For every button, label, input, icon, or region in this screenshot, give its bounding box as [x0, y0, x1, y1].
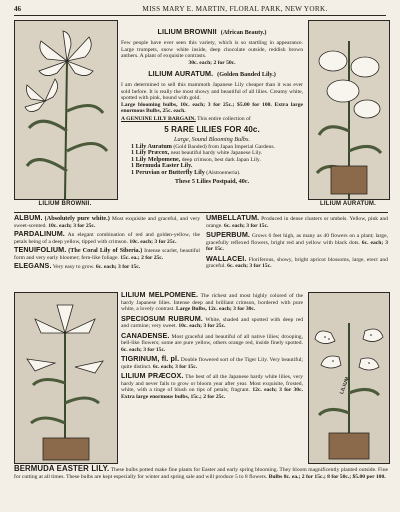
list-item: TENUIFOLIUM. (The Coral Lily of Siberia.) Intense scarlet, beautiful form and very early bloomer; fern-like foliage. 15c. ea.; 2 for 25c. [14, 245, 200, 261]
melpomene-illustration [308, 292, 390, 464]
left-lily-list [14, 215, 200, 271]
bermuda-text: These bulbs potted make fine plants for Easter and early spring blooming. They bloom magnificently planted outside. Fine for cutting at all times. These bulbs are kept especially for winter and spring sale and will produce 5 to 8 flowers. [14, 467, 388, 480]
brownii-entry [121, 21, 303, 66]
right-lily-list [206, 215, 388, 270]
auratum-text: I am determined to sell this mammoth Japanese Lily cheaper than it was ever sold before. It is really the most showy and beautiful of all lilies. Creamy white, spotted with pink, bound with gold. [121, 82, 303, 101]
auratum-name: LILIUM AURATUM. [148, 69, 214, 78]
bargain-item: 1 Lily Auratum (Gold Banded) from Japan Imperial Gardens. [131, 142, 275, 150]
list-item: ELEGANS. Very easy to grow. 6c. each; 3 for 15c. [14, 261, 141, 270]
bargain-item: 1 Lily Præcox, neat beautiful hardy white Japanese Lily. [131, 149, 263, 156]
auratum-illustration [308, 20, 390, 200]
bermuda-price: Bulbs 8c. ea.; 2 for 15c.; 8 for 50c.; $5.00 per 100. [268, 473, 386, 480]
page-number: 46 [14, 5, 21, 13]
bargain-subtitle: Large, Sound Blooming Bulbs. [174, 135, 250, 143]
list-item: TIGRINUM, fl. pl. Double flowered sort of the Tiger Lily. Very beautiful; quite distinct. 6c. each; 3 for 15c. [121, 354, 303, 370]
list-item: CANADENSE. Most graceful and beautiful of all native lilies; drooping, bell-like flowers; some are pure yellow, others orange red, inside finely spotted. 6c. each; 3 for 15c. [121, 330, 303, 353]
brownii-text: Few people have ever seen this variety, which is so startling in appearance. Large trumpets, snow white inside, deep chocolate outside, reddish brown anthers. A plant of exquisite contrasts. [121, 40, 303, 59]
easter-lily-illustration [14, 292, 118, 464]
page-header [14, 5, 386, 15]
bermuda-name: BERMUDA EASTER LILY. [14, 464, 110, 473]
page-title: MISS MARY E. MARTIN, FLORAL PARK, NEW YORK. [142, 5, 328, 13]
list-item: UMBELLATUM. Produced in dense clusters or umbels. Yellow, pink and orange. 6c. each; 3 for 15c. [206, 213, 388, 229]
list-item: SPECIOSUM RUBRUM. White, shaded and spotted with deep red and carmine; very sweet. 10c. each; 3 for 25c. [121, 313, 303, 329]
auratum-entry [121, 63, 303, 115]
list-item: LILIUM MELPOMENE. The richest and most highly colored of the hardy Japanese lilies. Intense deep and brilliant crimson, bordered with pure white, a lovely contrast. Large Bulbs, 12c. each; 3 for 30c. [121, 290, 303, 312]
bermuda-entry [14, 466, 388, 480]
bargain-footer: These 5 Lilies Postpaid, 40c. [174, 178, 250, 185]
list-item: LILIUM PRÆCOX. The best of all the Japanese hardy white lilies, very hardy and never fails to grow or bloom year after year. Most exquisite, frosted, white, with a tinge of blush on tips of petals; fragrant. 12c. each; 3 for 30c. Extra large enormous bulbs, 15c.; 2 for 25c. [121, 371, 303, 400]
auratum-caption: LILIUM AURATUM. [320, 201, 376, 207]
bargain-box [121, 116, 303, 185]
bargain-item: 1 Bermuda Easter Lily. [131, 162, 193, 169]
bargain-lead: A GENUINE LILY BARGAIN. [121, 116, 196, 122]
lilium-banner: LILIUM [339, 376, 351, 396]
auratum-sub: (Golden Banded Lily.) [217, 71, 276, 78]
brownii-caption: LILIUM BROWNII. [38, 201, 92, 207]
list-item: WALLACEI. Floriferous, showy, bright apricot blossoms, large, erect and graceful. 6c. each; 3 for 15c. [206, 253, 388, 269]
list-item: ALBUM. (Absolutely pure white.) Most exquisite and graceful, and very sweet-scented. 10c. each; 3 for 25c. [14, 213, 200, 229]
middle-lily-list [121, 292, 303, 400]
bargain-lead-rest: This entire collection of [197, 116, 251, 122]
list-item: SUPERBUM. Grows 6 feet high, as many as 40 flowers on a plant; large, gracefully reflexed flowers, bright red and yellow with black dots. 6c. each; 3 for 15c. [206, 230, 389, 252]
auratum-price: Large blooming bulbs, 10c. each; 3 for 25c.; $5.00 for 100. Extra large enormous Bulbs, 25c. each. [121, 101, 303, 114]
brownii-illustration [14, 20, 118, 200]
brownii-price: 30c. each; 2 for 50c. [188, 59, 236, 66]
section-rule [14, 212, 388, 213]
brownii-sub: (African Beauty.) [220, 29, 267, 36]
list-item: PARDALINUM. An elegant combination of red and golden-yellow, the petals being of a deep yellow, tipped with crimson. 10c. each; 3 for 25c. [14, 229, 200, 245]
bargain-item: 1 Peruvian or Butterfly Lily (Alstroemeria). [131, 168, 241, 176]
bargain-title: 5 RARE LILIES FOR 40c. [164, 124, 260, 134]
brownii-name: LILIUM BROWNII [157, 27, 217, 36]
bargain-item: 1 Lily Melpomene, deep crimson, best dark Japan Lily. [131, 155, 261, 163]
header-rule [14, 15, 386, 16]
